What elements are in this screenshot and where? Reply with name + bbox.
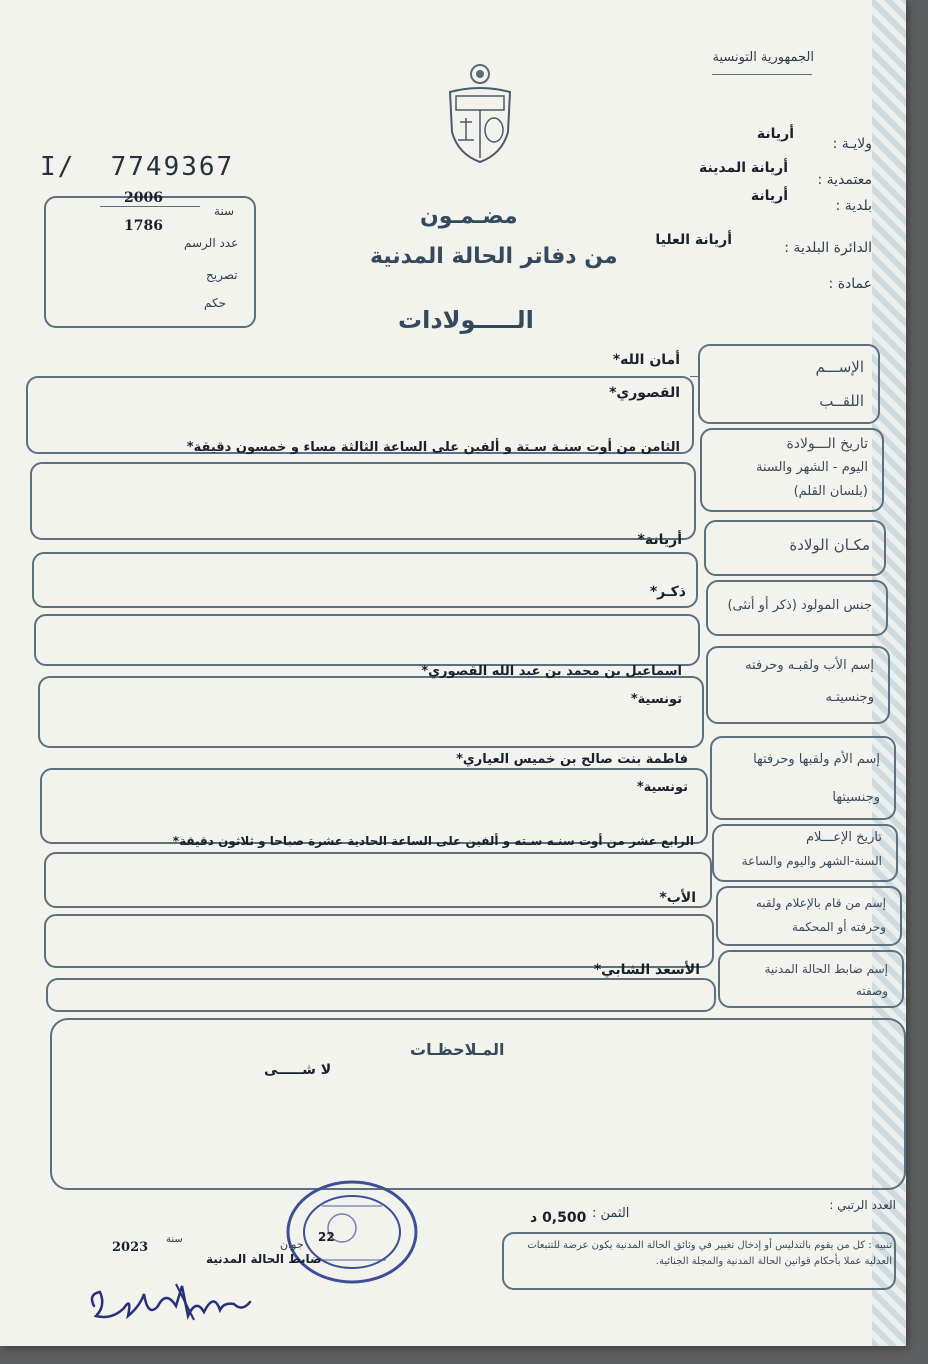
birth-place-value: أريانة* <box>637 532 682 548</box>
registry-year-label: سنة <box>214 204 235 218</box>
birth-date-sublabel: اليوم - الشهر والسنة <box>755 460 868 475</box>
declaration-date-value-box <box>44 852 712 908</box>
father-label: إسم الأب ولقبـه وحرفته <box>745 658 874 673</box>
declarant-sublabel: وحرفته أو المحكمة <box>791 920 886 934</box>
sex-value-box <box>34 614 700 666</box>
surname-value: القصوري* <box>609 385 680 401</box>
officer-sublabel: وصفته <box>855 984 888 998</box>
birth-date-value: الثامن من أوت سنـة سـتة و ألفين على الساعة الثالثة مساء و خمسون دقيقة* <box>186 440 680 455</box>
sex-label-box <box>706 580 888 636</box>
section-title: الـــــولادات <box>398 306 534 334</box>
daira-value: أريانة العليا <box>655 232 732 248</box>
motamadia-label: معتمدية : <box>817 172 872 188</box>
price-value: 0,500 د <box>530 1210 587 1226</box>
mother-value-box <box>40 768 708 844</box>
birth-place-value-box <box>32 552 698 608</box>
registry-year-value: 2006 <box>124 190 163 206</box>
price-label: الثمن : <box>592 1206 630 1221</box>
motamadia-value: أريانة المدينة <box>699 160 788 176</box>
daira-label: الدائرة البلدية : <box>784 240 872 256</box>
title-line2: من دفاتر الحالة المدنية <box>370 244 618 269</box>
mother-label: إسم الأم ولقبها وحرفتها <box>753 752 880 767</box>
declaration-date-value: الرابع عشر من أوت سنـه سـته و ألفين على الساعة الحادية عشرة صباحا و ثلاثون دقيقة* <box>172 834 694 848</box>
remarks-label: المـلاحظـات <box>410 1040 505 1059</box>
header-divider <box>712 74 812 75</box>
wilaya-value: أريانة <box>756 126 794 142</box>
republic-header: الجمهورية التونسية <box>712 50 814 65</box>
officer-label: إسم ضابط الحالة المدنية <box>764 962 888 976</box>
declaration-date-label: تاريخ الإعـــلام <box>805 830 882 845</box>
declaration-label: تصريح <box>206 268 238 282</box>
remarks-value: لا شـــــى <box>264 1062 332 1078</box>
officer-value-box <box>46 978 716 1012</box>
legal-notice: تنبيه : كل من يقوم بالتدليس أو إدخال تغيير في وثائق الحالة المدنية يكون عرضة للتتبعات العدلية عملا بأحكام قوانين الحالة المدنية والمجلة الجنائية. <box>527 1240 892 1267</box>
registry-number-label: عدد الرسم <box>184 236 239 250</box>
officer-value: الأسعد الشابي* <box>593 962 700 978</box>
mother-label-box <box>710 736 896 820</box>
tunisia-emblem-icon <box>442 62 518 166</box>
birth-date-label-box <box>700 428 884 512</box>
signature-title: ضابط الحالة المدنية <box>206 1252 322 1266</box>
title-line1: مضـمـون <box>420 204 518 229</box>
registry-year-line <box>100 206 200 207</box>
father-nationality: تونسية* <box>630 692 682 707</box>
declarant-value: الأب* <box>659 890 696 906</box>
first-name-value: أمان الله* <box>612 352 680 368</box>
judgement-label: حكم <box>204 296 227 310</box>
name-label-box <box>698 344 880 424</box>
officer-label-box <box>718 950 904 1008</box>
serial-value: 7749367 <box>110 152 235 182</box>
serial-prefix: I/ <box>40 152 76 182</box>
sex-label: جنس المولود (ذكر أو أنثى) <box>727 598 872 613</box>
sex-value: ذكـر* <box>649 584 686 600</box>
birth-place-label-box <box>704 520 886 576</box>
birth-place-label: مكـان الولادة <box>789 536 870 554</box>
birth-date-label: تاريخ الـــولادة <box>786 436 868 452</box>
father-label-box <box>706 646 890 724</box>
signature-month: جوان <box>280 1238 304 1251</box>
year-value: 2023 <box>112 1240 149 1255</box>
official-stamp-icon <box>282 1176 422 1288</box>
mother-nationality: تونسية* <box>636 780 688 795</box>
baladia-label: بلدية : <box>835 198 872 214</box>
serial-number <box>40 152 234 182</box>
baladia-value: أريانة <box>750 188 788 204</box>
ordinal-label: العدد الرتبي : <box>829 1198 896 1212</box>
birth-date-sublabel2: (بلسان القلم) <box>793 484 868 499</box>
father-value-box <box>38 676 704 748</box>
declaration-date-sublabel: السنة-الشهر واليوم والساعة <box>741 854 882 868</box>
father-value: اسماعيل بن محمد بن عبد الله القصوري* <box>421 664 682 679</box>
registry-number-value: 1786 <box>124 218 163 234</box>
handwritten-signature-icon <box>84 1276 264 1332</box>
father-sublabel: وجنسيتـه <box>825 690 874 705</box>
mother-value: فاطمة بنت صالح بن خميس العياري* <box>456 752 688 767</box>
year-label: سنة <box>166 1234 183 1245</box>
declarant-label-box <box>716 886 902 946</box>
wilaya-label: ولايـة : <box>832 136 872 152</box>
mother-sublabel: وجنسيتها <box>832 790 880 805</box>
declaration-date-label-box <box>712 824 898 882</box>
declarant-value-box <box>44 914 714 968</box>
surname-label: اللقــب <box>819 392 864 410</box>
first-name-label: الإســـم <box>815 358 864 376</box>
declarant-label: إسم من قام بالإعلام ولقبه <box>755 896 886 910</box>
birth-date-value-box <box>30 462 696 540</box>
signature-day: 22 <box>318 1230 335 1244</box>
imada-label: عمادة : <box>828 276 872 292</box>
